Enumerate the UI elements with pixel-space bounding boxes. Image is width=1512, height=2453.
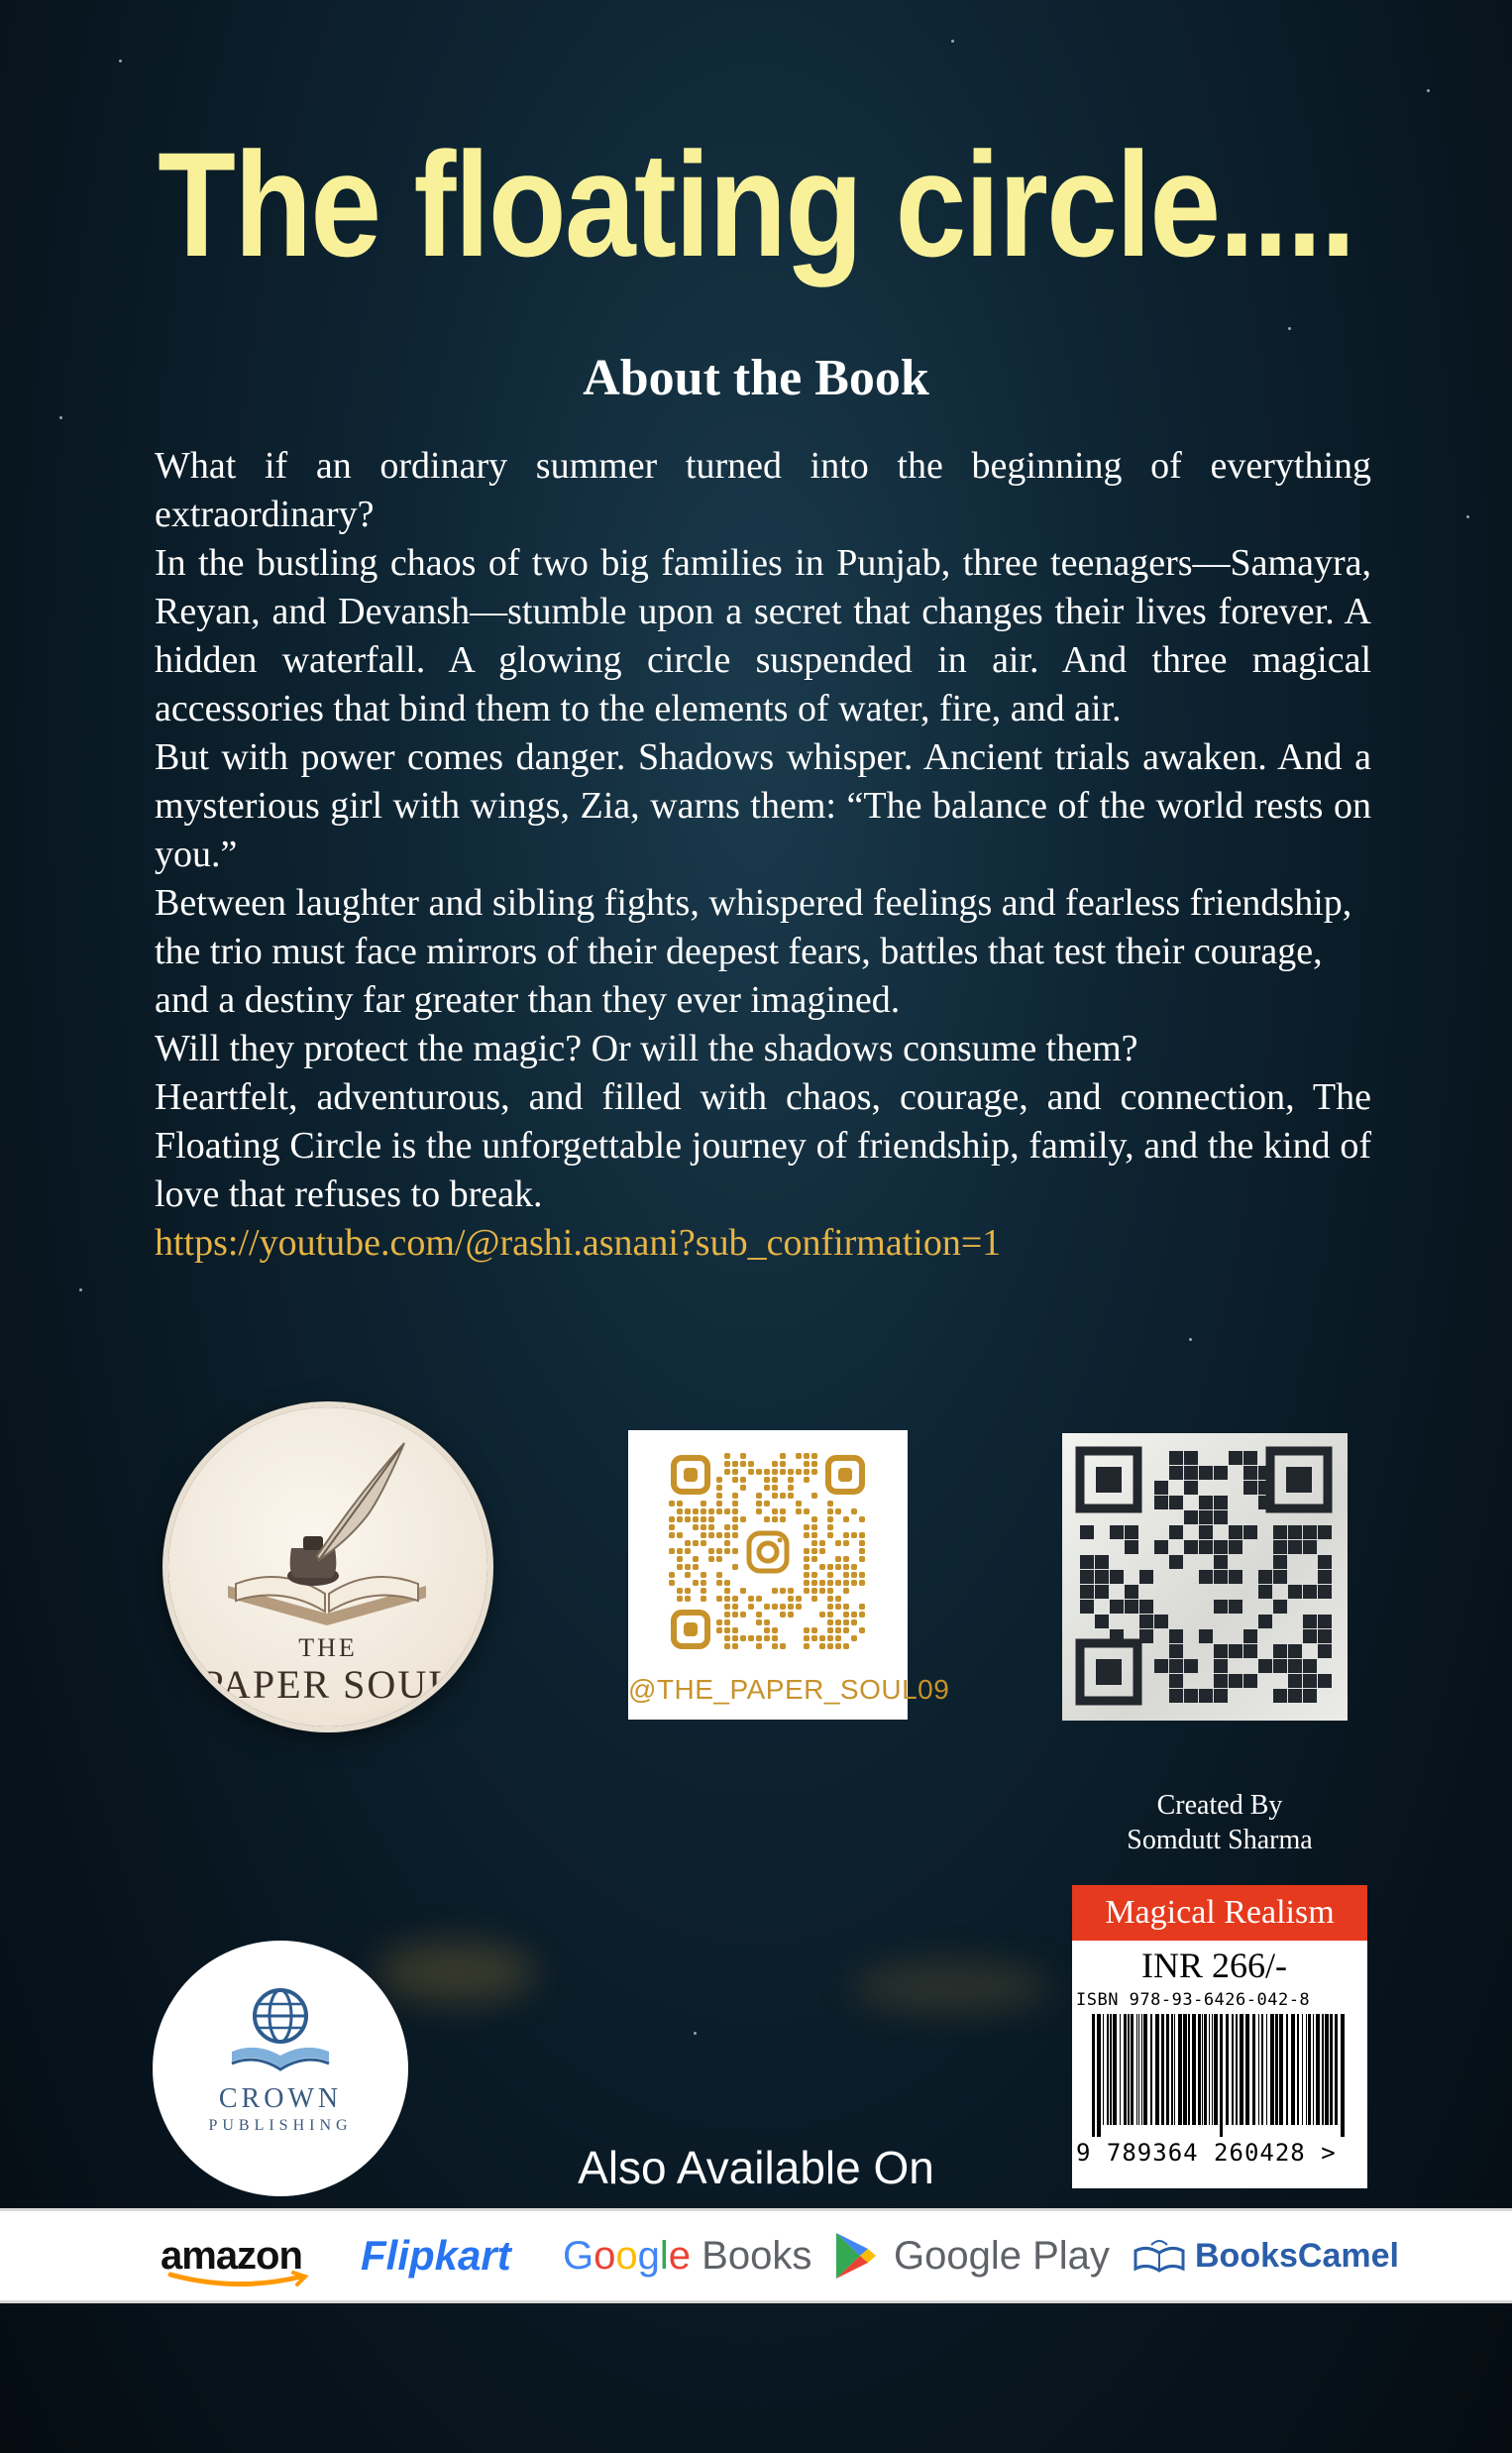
retailer-strip <box>0 2208 1512 2303</box>
instagram-qr-code <box>668 1452 868 1652</box>
author-name: Somdutt Sharma <box>1127 1825 1313 1855</box>
quill-inkpot-icon <box>208 1437 446 1635</box>
open-book-icon <box>1132 2237 1187 2277</box>
about-heading: About the Book <box>583 350 929 406</box>
blurb-paragraph: In the bustling chaos of two big families in Punjab, three teenagers—Samayra, Reyan, and Devansh—stumble upon a secret that changes their lives forever. A hidden waterfall. A glowing circle suspended in air. And three magical accessories that bind them to the elements of water, fire, and air. <box>155 542 1371 729</box>
blurb-paragraph: But with power comes danger. Shadows whisper. Ancient trials awaken. And a mysterious girl with wings, Zia, warns them: “The balance of the world rests on you.” <box>155 736 1371 875</box>
blurb-paragraph: Will they protect the magic? Or will the shadows consume them? <box>155 1028 1138 1069</box>
instagram-handle: @THE_PAPER_SOUL09 <box>628 1674 950 1705</box>
globe-book-icon <box>226 1980 335 2079</box>
isbn: ISBN 978-93-6426-042-8 <box>1076 1990 1311 2010</box>
instagram-qr-card[interactable] <box>628 1430 950 1720</box>
google-play-icon <box>834 2231 878 2281</box>
blurb-paragraph: What if an ordinary summer turned into the beginning of everything extraordinary? <box>155 445 1371 535</box>
crown-name: CROWN <box>218 2083 343 2114</box>
qr-code-pattern <box>1072 1443 1338 1711</box>
paper-soul-logo <box>168 1407 487 1727</box>
barcode-icon <box>1088 2014 1351 2137</box>
youtube-link[interactable]: https://youtube.com/@rashi.asnani?sub_confirmation=1 <box>155 1222 1002 1264</box>
light-glow <box>852 1962 1050 2012</box>
google-play-logo[interactable]: Google Play <box>894 2234 1110 2278</box>
book-blurb <box>155 442 1371 1268</box>
amazon-smile-icon <box>166 2271 315 2290</box>
book-title: The floating circle.... <box>158 121 1354 287</box>
blurb-paragraph: Heartfelt, adventurous, and filled with chaos, courage, and connection, The Floating Circle is the unforgettable journey of friendship, family, and the kind of love that refuses to break. <box>155 1076 1371 1215</box>
paper-soul-name: PAPER SOUL <box>201 1662 455 1707</box>
google-books-logo[interactable]: Google Books <box>563 2234 812 2278</box>
amazon-logo[interactable]: amazon <box>161 2234 302 2278</box>
also-available-heading: Also Available On <box>578 2142 934 2193</box>
paper-soul-the: THE <box>298 1633 358 1662</box>
blurb-paragraph: Between laughter and sibling fights, whispered feelings and fearless friendship, the trio must face mirrors of their deepest fears, battles that test their courage, and a destiny far greater than they ever imagined. <box>155 882 1352 1021</box>
created-by-label: Created By <box>1156 1790 1283 1821</box>
crown-sub: PUBLISHING <box>208 2117 353 2134</box>
price: INR 266/- <box>1141 1946 1287 1985</box>
qr-code[interactable] <box>1062 1433 1348 1721</box>
author-credit <box>1096 1788 1344 1857</box>
flipkart-logo[interactable]: Flipkart <box>361 2232 511 2279</box>
genre-label: Magical Realism <box>1072 1885 1367 1941</box>
bookscamel-logo[interactable]: BooksCamel <box>1195 2237 1399 2275</box>
light-glow <box>377 1943 535 2002</box>
barcode-digits: 9 789364 260428 > <box>1076 2139 1337 2167</box>
